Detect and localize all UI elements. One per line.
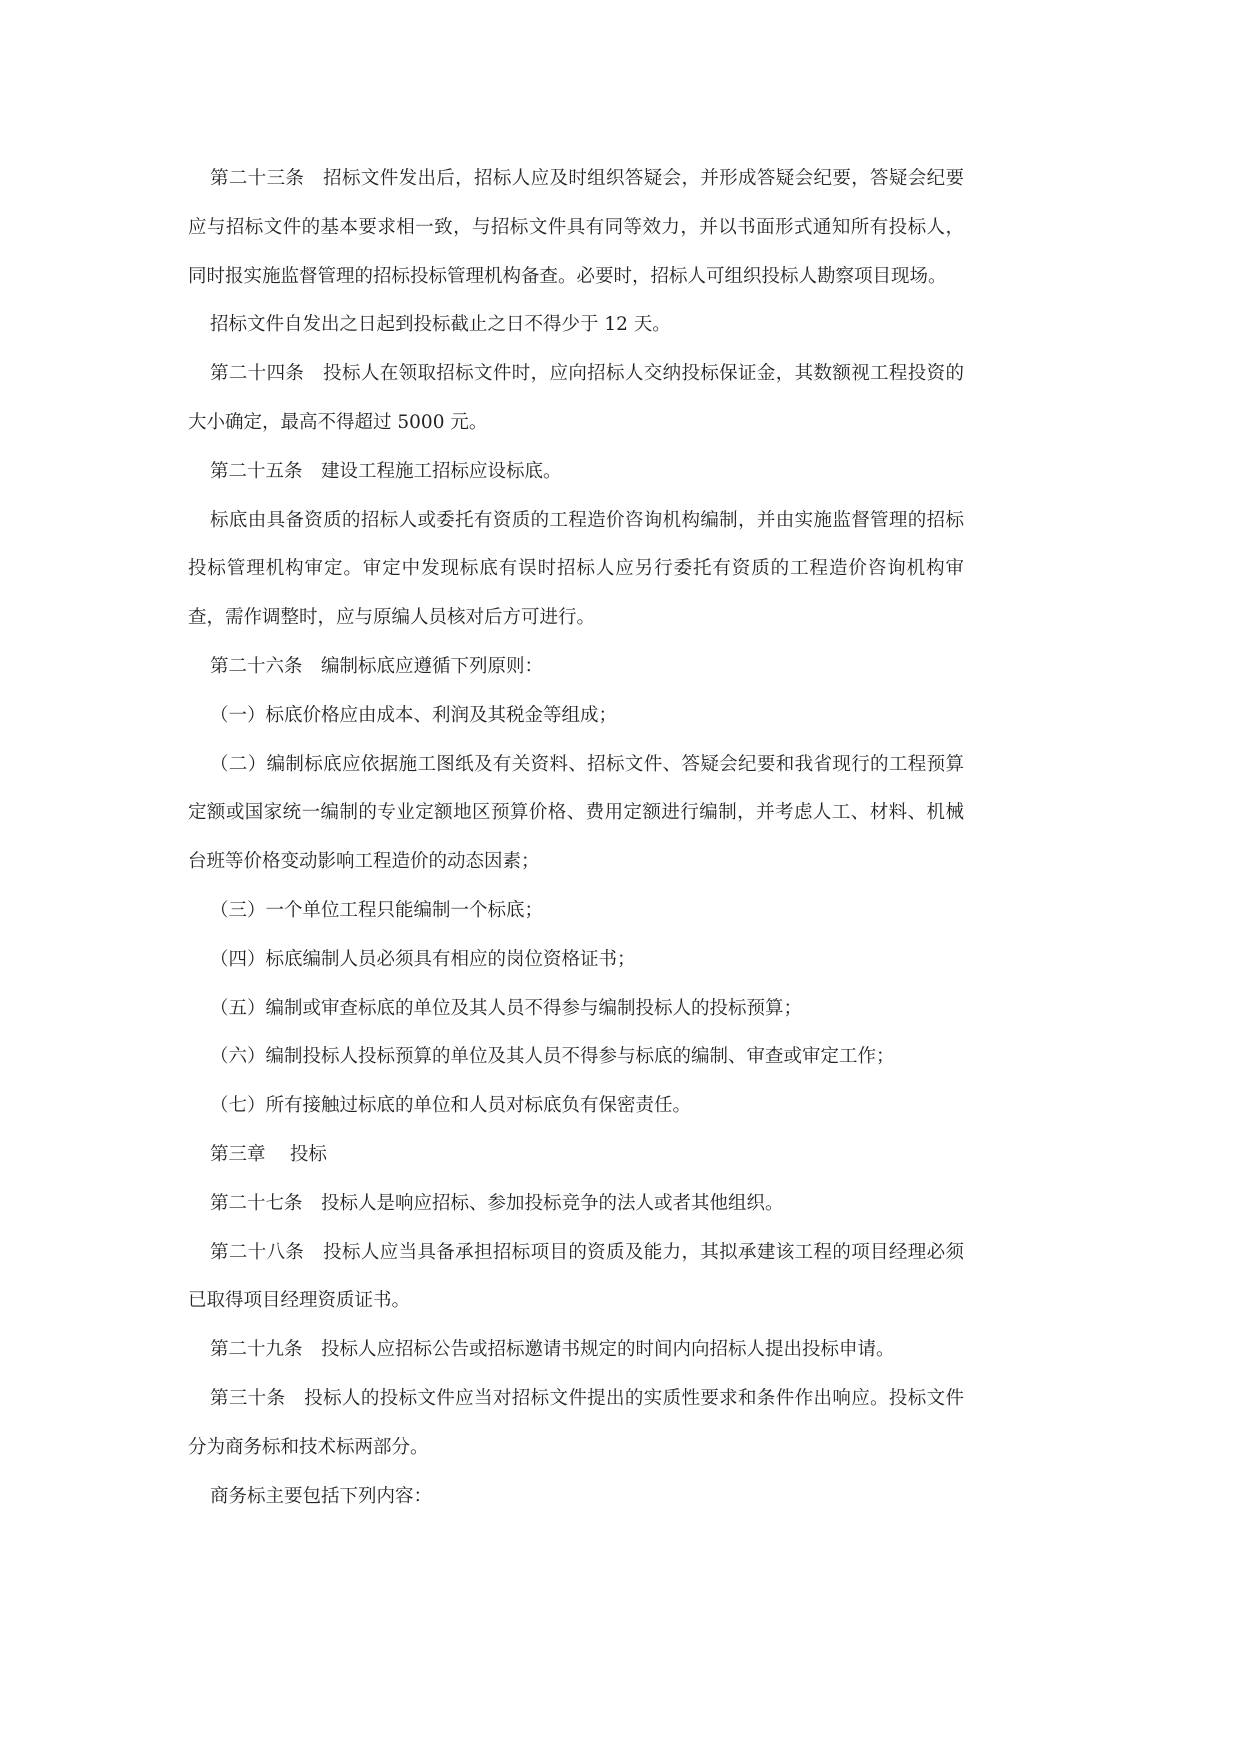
deadline-paragraph: 招标文件自发出之日起到投标截止之日不得少于 12 天。 [210,314,671,336]
article-29-paragraph: 第二十九条 投标人应招标公告或招标邀请书规定的时间内向招标人提出投标申请。 [210,1339,895,1361]
article-28-paragraph: 第二十八条 投标人应当具备承担招标项目的资质及能力，其拟承建该工程的项目经理必须已取得项目经理资质证书。 [188,1241,964,1312]
principle-item-6: （六）编制投标人投标预算的单位及其人员不得参与标底的编制、审查或审定工作； [210,1046,895,1068]
commercial-bid-paragraph: 商务标主要包括下列内容： [210,1485,433,1507]
principle-item-3: （三）一个单位工程只能编制一个标底； [210,899,544,921]
principle-item-5: （五）编制或审查标底的单位及其人员不得参与编制投标人的投标预算； [210,997,803,1019]
document-page [188,155,964,1521]
article-27-paragraph: 第二十七条 投标人是响应招标、参加投标竞争的法人或者其他组织。 [210,1192,784,1214]
principle-item-1: （一）标底价格应由成本、利润及其税金等组成； [210,704,618,726]
principle-item-4: （四）标底编制人员必须具有相应的岗位资格证书； [210,948,636,970]
chapter-3-heading: 第三章 投标 [210,1143,327,1165]
article-25-paragraph: 第二十五条 建设工程施工招标应设标底。 [210,460,562,482]
base-price-paragraph: 标底由具备资质的招标人或委托有资质的工程造价咨询机构编制，并由实施监督管理的招标投标管理机构审定。审定中发现标底有误时招标人应另行委托有资质的工程造价咨询机构审查，需作调整时，应与原编人员核对后方可进行。 [188,509,964,629]
article-23-paragraph: 第二十三条 招标文件发出后，招标人应及时组织答疑会，并形成答疑会纪要，答疑会纪要应与招标文件的基本要求相一致，与招标文件具有同等效力，并以书面形式通知所有投标人，同时报实施监督管理的招标投标管理机构备查。必要时，招标人可组织投标人勘察项目现场。 [188,168,964,287]
principle-item-2: （二）编制标底应依据施工图纸及有关资料、招标文件、答疑会纪要和我省现行的工程预算定额或国家统一编制的专业定额地区预算价格、费用定额进行编制，并考虑人工、材料、机械台班等价格变动影响工程造价的动态因素； [188,753,964,873]
article-30-paragraph: 第三十条 投标人的投标文件应当对招标文件提出的实质性要求和条件作出响应。投标文件分为商务标和技术标两部分。 [188,1387,964,1458]
principle-item-7: （七）所有接触过标底的单位和人员对标底负有保密责任。 [210,1095,692,1117]
article-24-paragraph: 第二十四条 投标人在领取招标文件时，应向招标人交纳投标保证金，其数额视工程投资的大小确定，最高不得超过 5000 元。 [188,363,964,433]
article-26-paragraph: 第二十六条 编制标底应遵循下列原则： [210,655,544,677]
